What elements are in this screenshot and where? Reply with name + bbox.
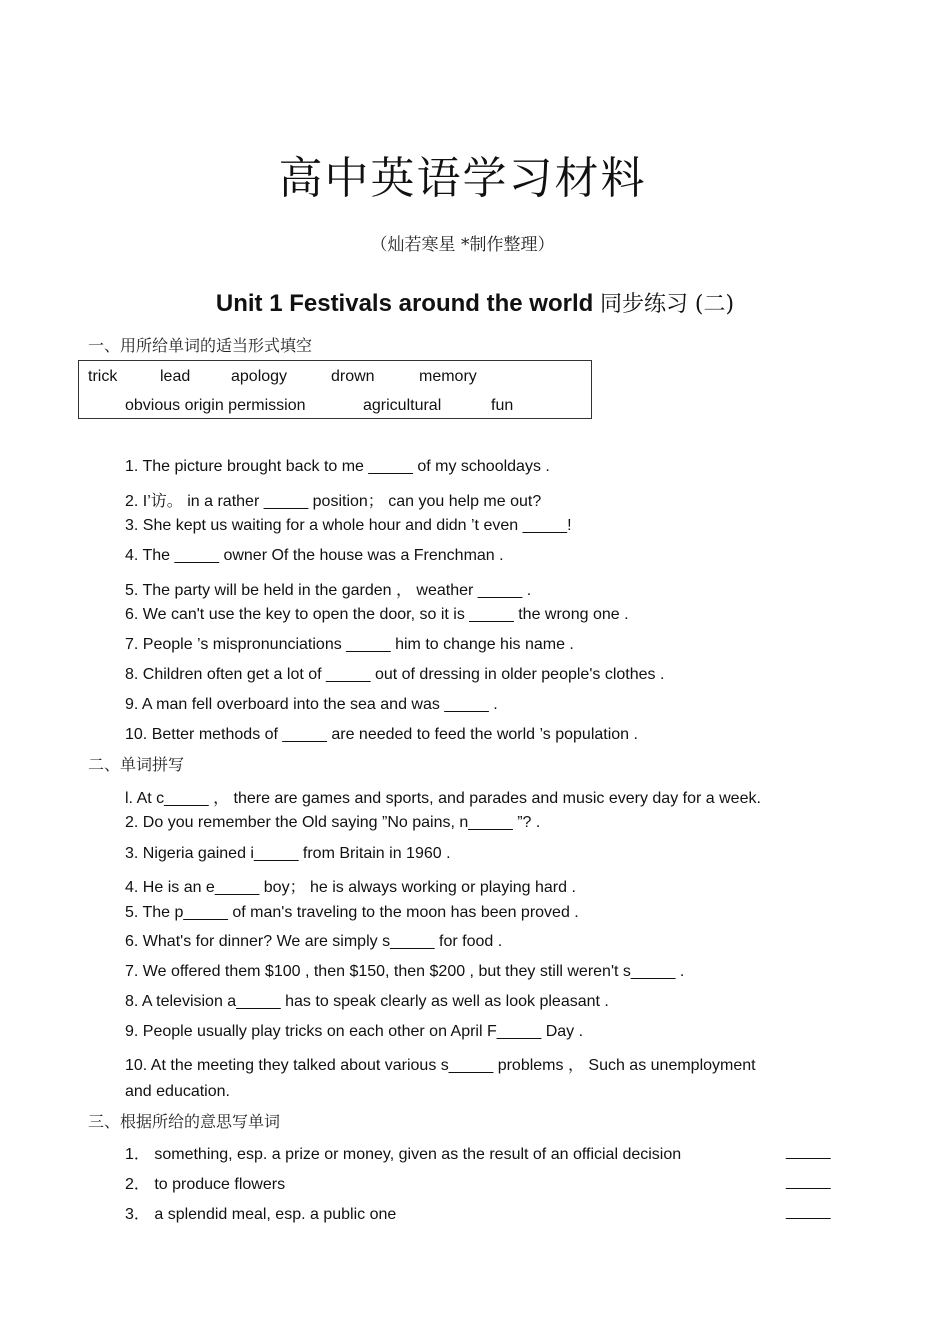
section3-heading: 三、根据所给的意思写单词 bbox=[88, 1112, 281, 1131]
question-line: 6. We can't use the key to open the door, so it is _____ the wrong one . bbox=[125, 606, 629, 623]
word-bank-item: obvious origin permission bbox=[125, 397, 306, 414]
unit-title-text: Unit 1 Festivals around the world bbox=[215, 290, 594, 317]
question-line: and education. bbox=[125, 1083, 230, 1100]
question-line: 10. At the meeting they talked about various s_____ problems ， Such as unemployment bbox=[125, 1057, 756, 1074]
question-line: 1. The picture brought back to me _____ of my schooldays . bbox=[125, 458, 550, 475]
question-line: 2. Do you remember the Old saying ”No pains, n_____ ”? . bbox=[125, 814, 541, 831]
question-line: 4. He is an e_____ boy； he is always working or playing hard . bbox=[125, 879, 576, 896]
question-line: 3. She kept us waiting for a whole hour and didn ’t even _____! bbox=[125, 517, 572, 534]
question-line: 6. What's for dinner? We are simply s_____ for food . bbox=[125, 933, 503, 950]
answer-blank: _____ bbox=[786, 1203, 831, 1220]
unit-subtitle: 同步练习 (二) bbox=[599, 292, 735, 317]
question-line: 5. The p_____ of man's traveling to the moon has been proved . bbox=[125, 904, 579, 921]
word-bank-item: agricultural bbox=[363, 397, 442, 414]
question-line: 7. People ’s mispronunciations _____ him to change his name . bbox=[125, 636, 574, 653]
answer-blank: _____ bbox=[786, 1173, 831, 1190]
word-bank-item: apology bbox=[231, 368, 288, 385]
question-line: 3. Nigeria gained i_____ from Britain in 1960 . bbox=[125, 845, 451, 862]
definition-line: 2． to produce flowers bbox=[125, 1176, 286, 1193]
word-bank-item: memory bbox=[419, 368, 477, 385]
section1-heading: 一、用所给单词的适当形式填空 bbox=[88, 336, 313, 355]
question-line: 9. People usually play tricks on each other on April F_____ Day . bbox=[125, 1023, 584, 1040]
word-bank-box bbox=[78, 360, 592, 419]
question-line: 4. The _____ owner Of the house was a Frenchman . bbox=[125, 547, 504, 564]
unit-title bbox=[0, 287, 950, 318]
question-line: 9. A man fell overboard into the sea and was _____ . bbox=[125, 696, 498, 713]
word-bank-item: trick bbox=[88, 368, 118, 385]
question-line: 2. I’访。 in a rather _____ position； can you help me out? bbox=[125, 493, 542, 510]
answer-blank: _____ bbox=[786, 1143, 831, 1160]
question-line: 7. We offered them $100 , then $150, then $200 , but they still weren't s_____ . bbox=[125, 963, 685, 980]
question-line: 10. Better methods of _____ are needed to feed the world ’s population . bbox=[125, 726, 638, 743]
definition-line: 1． something, esp. a prize or money, given as the result of an official decision bbox=[125, 1146, 682, 1163]
word-bank-item: fun bbox=[491, 397, 514, 414]
main-title: 高中英语学习材料 bbox=[278, 153, 647, 204]
question-line: 8. Children often get a lot of _____ out of dressing in older people's clothes . bbox=[125, 666, 665, 683]
question-line: l. At c_____ ， there are games and sports, and parades and music every day for a week. bbox=[125, 790, 761, 807]
question-line: 5. The party will be held in the garden ， weather _____ . bbox=[125, 582, 532, 599]
credit-line: （灿若寒星 *制作整理） bbox=[370, 235, 555, 255]
word-bank-item: drown bbox=[331, 368, 375, 385]
section2-heading: 二、单词拼写 bbox=[88, 755, 185, 774]
word-bank-item: lead bbox=[160, 368, 191, 385]
definition-line: 3． a splendid meal, esp. a public one bbox=[125, 1206, 397, 1223]
question-line: 8. A television a_____ has to speak clearly as well as look pleasant . bbox=[125, 993, 609, 1010]
